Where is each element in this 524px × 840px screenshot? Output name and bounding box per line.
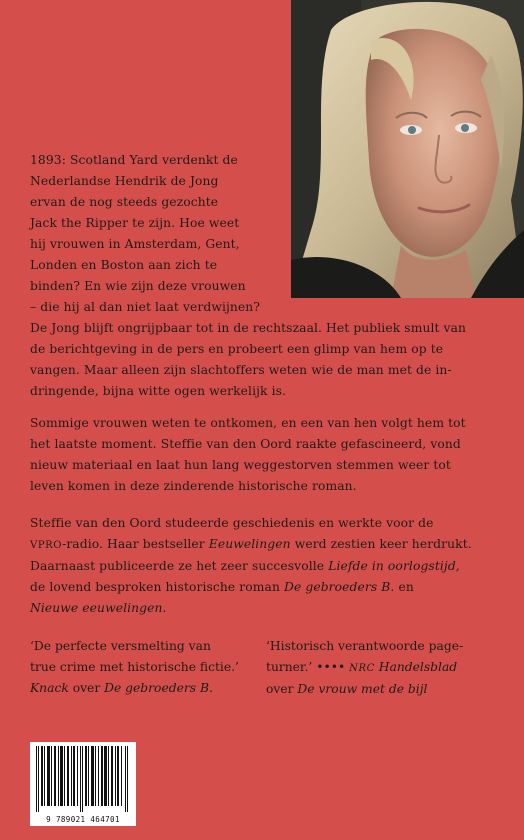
text-line: leven komen in deze zinderende historische roman. — [30, 479, 357, 493]
text-line: het laatste moment. Steffie van den Oord raakte gefascineerd, vond — [30, 437, 461, 451]
text-line: Londen en Boston aan zich te — [30, 258, 218, 272]
bio-text: werd zestien keer herdrukt. — [290, 537, 472, 551]
quote-line: ‘Historisch verantwoorde page- — [266, 639, 464, 653]
text-line: binden? En wie zijn deze vrouwen — [30, 279, 246, 293]
rating-stars: •••• — [316, 660, 346, 674]
barcode-bars — [30, 742, 136, 814]
quote-line: ‘De perfecte versmelting van — [30, 639, 211, 653]
quote-source: Handelsblad — [374, 660, 458, 674]
story-paragraph — [30, 318, 500, 402]
review-quote-nrc — [266, 636, 463, 700]
story-paragraph-2 — [30, 413, 505, 497]
quote-line: true crime met historische fictie.’ — [30, 660, 239, 674]
quote-text: turner.’ — [266, 660, 317, 674]
quote-attribution — [266, 679, 463, 700]
isbn-number: 9 789021 464701 — [46, 815, 120, 824]
text-line: Nederlandse Hendrik de Jong — [30, 174, 219, 188]
quote-source: Knack — [30, 681, 69, 695]
quote-book-title: De vrouw met de bijl — [297, 682, 428, 696]
quote-over: over — [266, 682, 298, 696]
text-line: hij vrouwen in Amsterdam, Gent, — [30, 237, 240, 251]
quote-source-nrc: NRC — [349, 663, 375, 674]
bio-text: -radio. Haar bestseller — [62, 537, 209, 551]
bio-text: Steffie van den Oord studeerde geschiedenis en werkte voor de — [30, 516, 434, 530]
bio-vpro: VPRO — [30, 540, 63, 551]
bio-line — [30, 577, 500, 598]
author-photo — [291, 0, 524, 298]
bio-book-title: De gebroeders B. — [284, 580, 395, 594]
intro-paragraph — [30, 150, 288, 318]
quote-attribution — [30, 678, 239, 699]
author-bio — [30, 513, 500, 619]
quote-line — [266, 657, 463, 679]
bio-book-title: Eeuwelingen — [208, 537, 291, 551]
text-line: ervan de nog steeds gezochte — [30, 195, 219, 209]
quote-over: over — [68, 681, 105, 695]
text-line: 1893: Scotland Yard verdenkt de — [30, 153, 238, 167]
text-line: – die hij al dan niet laat verdwijnen? — [30, 300, 261, 314]
text-line: nieuw materiaal en laat hun lang weggestorven stemmen weer tot — [30, 458, 451, 472]
isbn-barcode — [30, 742, 136, 826]
bio-text: . — [162, 601, 167, 615]
text-line: Jack the Ripper te zijn. Hoe weet — [30, 216, 240, 230]
bio-text: en — [394, 580, 414, 594]
review-quote-knack — [30, 636, 239, 699]
bio-line — [30, 556, 500, 577]
text-line: Sommige vrouwen weten te ontkomen, en een van hen volgt hem tot — [30, 416, 466, 430]
bio-book-title: Liefde in oorlogstijd, — [328, 559, 460, 573]
bio-text: Daarnaast publiceerde ze het zeer succesvolle — [30, 559, 329, 573]
bio-line — [30, 513, 500, 534]
text-line: De Jong blijft ongrijpbaar tot in de rechtszaal. Het publiek smult van — [30, 321, 467, 335]
bio-book-title: Nieuwe eeuwelingen — [30, 601, 163, 615]
bio-text: de lovend besproken historische roman — [30, 580, 285, 594]
quote-book-title: De gebroeders B. — [104, 681, 213, 695]
text-line: de berichtgeving in de pers en probeert een glimp van hem op te — [30, 342, 444, 356]
text-line: dringende, bijna witte ogen werkelijk is. — [30, 384, 287, 398]
text-line: vangen. Maar alleen zijn slachtoffers weten wie de man met de in- — [30, 363, 452, 377]
bio-line — [30, 598, 500, 619]
bio-line — [30, 534, 500, 556]
